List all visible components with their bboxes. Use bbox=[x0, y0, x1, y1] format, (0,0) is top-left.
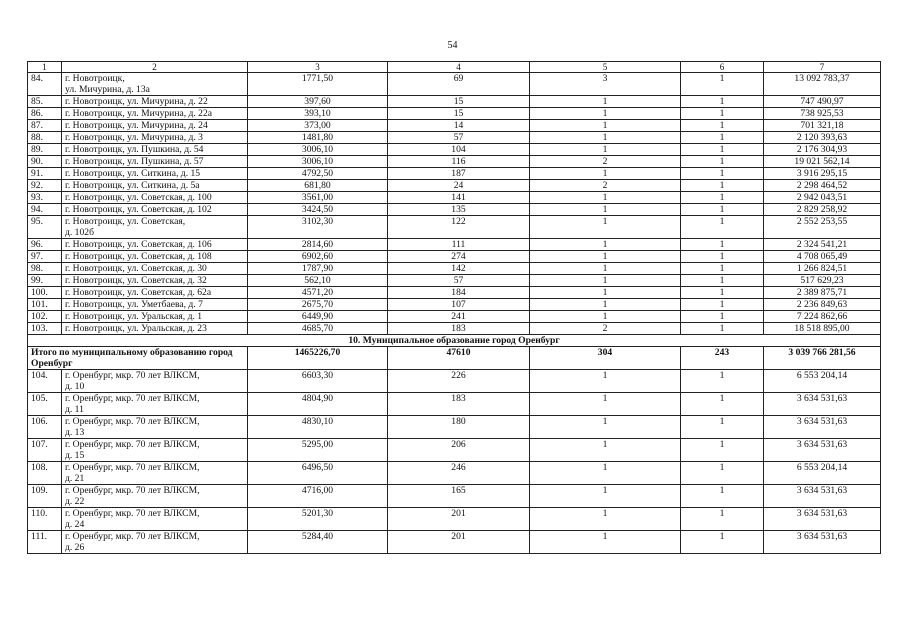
address-line: г. Новотроицк, ул. Советская, bbox=[65, 216, 186, 227]
address-cell bbox=[62, 311, 248, 323]
count-cell: 1 bbox=[681, 73, 764, 96]
total-count: 243 bbox=[681, 347, 764, 370]
count-cell: 1 bbox=[681, 485, 764, 508]
residents-cell: 57 bbox=[388, 275, 530, 287]
row-number: 89. bbox=[28, 144, 62, 156]
count-cell: 1 bbox=[530, 108, 681, 120]
address-line: г. Новотроицк, ул. Советская, д. 30 bbox=[65, 263, 207, 274]
count-cell: 1 bbox=[681, 323, 764, 335]
table-row bbox=[28, 416, 881, 439]
address-line: г. Новотроицк, ул. Советская, д. 108 bbox=[65, 251, 212, 262]
column-header: 5 bbox=[530, 62, 681, 73]
area-cell: 4792,50 bbox=[248, 168, 388, 180]
cost-cell: 3 634 531,63 bbox=[764, 439, 881, 462]
cost-cell: 1 266 824,51 bbox=[764, 263, 881, 275]
count-cell: 1 bbox=[681, 311, 764, 323]
count-cell: 1 bbox=[530, 239, 681, 251]
row-number: 111. bbox=[28, 531, 62, 554]
count-cell: 1 bbox=[530, 299, 681, 311]
address-line: г. Оренбург, мкр. 70 лет ВЛКСМ, bbox=[65, 462, 200, 473]
count-cell: 1 bbox=[681, 204, 764, 216]
table-row bbox=[28, 311, 881, 323]
area-cell: 3006,10 bbox=[248, 156, 388, 168]
area-cell: 562,10 bbox=[248, 275, 388, 287]
count-cell: 1 bbox=[681, 462, 764, 485]
count-cell: 1 bbox=[530, 531, 681, 554]
residents-cell: 226 bbox=[388, 370, 530, 393]
address-cell bbox=[62, 287, 248, 299]
residents-cell: 104 bbox=[388, 144, 530, 156]
address-cell bbox=[62, 263, 248, 275]
address-cell bbox=[62, 299, 248, 311]
area-cell: 5201,30 bbox=[248, 508, 388, 531]
count-cell: 1 bbox=[681, 287, 764, 299]
count-cell: 1 bbox=[530, 251, 681, 263]
cost-cell: 3 634 531,63 bbox=[764, 416, 881, 439]
address-cell bbox=[62, 462, 248, 485]
count-cell: 1 bbox=[681, 132, 764, 144]
residents-cell: 183 bbox=[388, 393, 530, 416]
row-number: 85. bbox=[28, 96, 62, 108]
count-cell: 1 bbox=[681, 263, 764, 275]
area-cell: 2675,70 bbox=[248, 299, 388, 311]
address-line-2: д. 13 bbox=[65, 427, 85, 438]
address-line: г. Новотроицк, ул. Мичурина, д. 24 bbox=[65, 120, 208, 131]
address-line: г. Оренбург, мкр. 70 лет ВЛКСМ, bbox=[65, 508, 200, 519]
row-number: 97. bbox=[28, 251, 62, 263]
residents-cell: 142 bbox=[388, 263, 530, 275]
residents-cell: 274 bbox=[388, 251, 530, 263]
table-row bbox=[28, 192, 881, 204]
address-line: г. Новотроицк, ул. Ситкина, д. 5а bbox=[65, 180, 200, 191]
residents-cell: 69 bbox=[388, 73, 530, 96]
count-cell: 1 bbox=[681, 216, 764, 239]
count-cell: 1 bbox=[530, 370, 681, 393]
cost-cell: 2 324 541,21 bbox=[764, 239, 881, 251]
residents-cell: 15 bbox=[388, 108, 530, 120]
count-cell: 1 bbox=[681, 299, 764, 311]
address-line-2: д. 15 bbox=[65, 450, 85, 461]
housing-table bbox=[27, 61, 881, 554]
residents-cell: 183 bbox=[388, 323, 530, 335]
address-cell bbox=[62, 275, 248, 287]
residents-cell: 180 bbox=[388, 416, 530, 439]
table-row bbox=[28, 299, 881, 311]
count-cell: 1 bbox=[530, 96, 681, 108]
residents-cell: 141 bbox=[388, 192, 530, 204]
residents-cell: 241 bbox=[388, 311, 530, 323]
address-cell bbox=[62, 73, 248, 96]
cost-cell: 701 321,18 bbox=[764, 120, 881, 132]
address-cell bbox=[62, 239, 248, 251]
address-line: г. Новотроицк, ул. Советская, д. 102 bbox=[65, 204, 212, 215]
table-row bbox=[28, 180, 881, 192]
count-cell: 2 bbox=[530, 323, 681, 335]
row-number: 84. bbox=[28, 73, 62, 96]
row-number: 92. bbox=[28, 180, 62, 192]
count-cell: 2 bbox=[530, 156, 681, 168]
address-line: г. Новотроицк, ул. Уральская, д. 23 bbox=[65, 323, 207, 334]
cost-cell: 7 224 862,66 bbox=[764, 311, 881, 323]
row-number: 86. bbox=[28, 108, 62, 120]
area-cell: 5284,40 bbox=[248, 531, 388, 554]
count-cell: 1 bbox=[681, 108, 764, 120]
row-number: 100. bbox=[28, 287, 62, 299]
address-cell bbox=[62, 96, 248, 108]
cost-cell: 3 634 531,63 bbox=[764, 393, 881, 416]
cost-cell: 2 552 253,55 bbox=[764, 216, 881, 239]
address-line-2: д. 26 bbox=[65, 542, 85, 553]
table-row bbox=[28, 168, 881, 180]
residents-cell: 187 bbox=[388, 168, 530, 180]
row-number: 101. bbox=[28, 299, 62, 311]
section-title: 10. Муниципальное образование город Оренбург bbox=[28, 335, 881, 347]
cost-cell: 13 092 783,37 bbox=[764, 73, 881, 96]
count-cell: 2 bbox=[530, 180, 681, 192]
address-cell bbox=[62, 531, 248, 554]
row-number: 103. bbox=[28, 323, 62, 335]
cost-cell: 6 553 204,14 bbox=[764, 462, 881, 485]
table-row bbox=[28, 275, 881, 287]
address-cell bbox=[62, 156, 248, 168]
cost-cell: 3 634 531,63 bbox=[764, 485, 881, 508]
address-line: г. Новотроицк, ул. Уметбаева, д. 7 bbox=[65, 299, 203, 310]
table-row bbox=[28, 287, 881, 299]
address-line: г. Оренбург, мкр. 70 лет ВЛКСМ, bbox=[65, 439, 200, 450]
cost-cell: 2 236 849,63 bbox=[764, 299, 881, 311]
table-row bbox=[28, 370, 881, 393]
count-cell: 1 bbox=[530, 287, 681, 299]
address-cell bbox=[62, 416, 248, 439]
residents-cell: 165 bbox=[388, 485, 530, 508]
address-line: г. Оренбург, мкр. 70 лет ВЛКСМ, bbox=[65, 531, 200, 542]
cost-cell: 6 553 204,14 bbox=[764, 370, 881, 393]
address-cell bbox=[62, 108, 248, 120]
residents-cell: 24 bbox=[388, 180, 530, 192]
area-cell: 4685,70 bbox=[248, 323, 388, 335]
row-number: 87. bbox=[28, 120, 62, 132]
area-cell: 6496,50 bbox=[248, 462, 388, 485]
row-number: 98. bbox=[28, 263, 62, 275]
area-cell: 3102,30 bbox=[248, 216, 388, 239]
area-cell: 5295,00 bbox=[248, 439, 388, 462]
count-cell: 1 bbox=[681, 156, 764, 168]
count-cell: 1 bbox=[530, 192, 681, 204]
total-residents: 47610 bbox=[388, 347, 530, 370]
address-line-2: д. 102б bbox=[65, 227, 94, 238]
row-number: 90. bbox=[28, 156, 62, 168]
count-cell: 1 bbox=[681, 251, 764, 263]
address-line: г. Новотроицк, ул. Пушкина, д. 54 bbox=[65, 144, 204, 155]
address-cell bbox=[62, 393, 248, 416]
address-cell bbox=[62, 132, 248, 144]
count-cell: 1 bbox=[681, 508, 764, 531]
row-number: 93. bbox=[28, 192, 62, 204]
address-cell bbox=[62, 216, 248, 239]
table-row bbox=[28, 108, 881, 120]
address-cell bbox=[62, 204, 248, 216]
address-line: г. Новотроицк, ул. Советская, д. 62а bbox=[65, 287, 212, 298]
residents-cell: 14 bbox=[388, 120, 530, 132]
table-row bbox=[28, 144, 881, 156]
count-cell: 1 bbox=[681, 370, 764, 393]
column-header: 3 bbox=[248, 62, 388, 73]
cost-cell: 738 925,53 bbox=[764, 108, 881, 120]
table-row bbox=[28, 508, 881, 531]
address-line-2: ул. Мичурина, д. 13а bbox=[65, 84, 150, 95]
address-line: г. Оренбург, мкр. 70 лет ВЛКСМ, bbox=[65, 370, 200, 381]
row-number: 102. bbox=[28, 311, 62, 323]
residents-cell: 206 bbox=[388, 439, 530, 462]
row-number: 108. bbox=[28, 462, 62, 485]
table-row bbox=[28, 96, 881, 108]
count-cell: 1 bbox=[681, 144, 764, 156]
area-cell: 1787,90 bbox=[248, 263, 388, 275]
address-cell bbox=[62, 508, 248, 531]
row-number: 99. bbox=[28, 275, 62, 287]
count-cell: 1 bbox=[681, 180, 764, 192]
cost-cell: 2 298 464,52 bbox=[764, 180, 881, 192]
count-cell: 1 bbox=[681, 393, 764, 416]
address-line: г. Оренбург, мкр. 70 лет ВЛКСМ, bbox=[65, 416, 200, 427]
row-number: 106. bbox=[28, 416, 62, 439]
area-cell: 6603,30 bbox=[248, 370, 388, 393]
table-row bbox=[28, 204, 881, 216]
row-number: 95. bbox=[28, 216, 62, 239]
row-number: 105. bbox=[28, 393, 62, 416]
count-cell: 1 bbox=[530, 216, 681, 239]
table-row bbox=[28, 132, 881, 144]
area-cell: 4571,20 bbox=[248, 287, 388, 299]
column-header: 2 bbox=[62, 62, 248, 73]
count-cell: 1 bbox=[681, 416, 764, 439]
residents-cell: 201 bbox=[388, 531, 530, 554]
cost-cell: 3 916 295,15 bbox=[764, 168, 881, 180]
area-cell: 4804,90 bbox=[248, 393, 388, 416]
count-cell: 1 bbox=[530, 439, 681, 462]
residents-cell: 135 bbox=[388, 204, 530, 216]
address-line-2: д. 11 bbox=[65, 404, 84, 415]
address-line: г. Новотроицк, ул. Мичурина, д. 22а bbox=[65, 108, 213, 119]
column-header: 4 bbox=[388, 62, 530, 73]
area-cell: 2814,60 bbox=[248, 239, 388, 251]
page-number: 54 bbox=[447, 40, 458, 51]
column-header: 7 bbox=[764, 62, 881, 73]
total-label: Итого по муниципальному образованию город Оренбург bbox=[28, 347, 248, 370]
address-cell bbox=[62, 120, 248, 132]
address-line: г. Новотроицк, ул. Пушкина, д. 57 bbox=[65, 156, 204, 167]
table-row bbox=[28, 393, 881, 416]
count-cell: 1 bbox=[681, 239, 764, 251]
table-row bbox=[28, 216, 881, 239]
count-cell: 1 bbox=[530, 393, 681, 416]
cost-cell: 4 708 065,49 bbox=[764, 251, 881, 263]
count-cell: 1 bbox=[681, 168, 764, 180]
table-row bbox=[28, 239, 881, 251]
address-line-2: д. 21 bbox=[65, 473, 85, 484]
count-cell: 1 bbox=[530, 204, 681, 216]
table-row bbox=[28, 323, 881, 335]
count-cell: 1 bbox=[530, 311, 681, 323]
count-cell: 1 bbox=[681, 120, 764, 132]
address-line: г. Новотроицк, ул. Уральская, д. 1 bbox=[65, 311, 203, 322]
total-area: 1465226,70 bbox=[248, 347, 388, 370]
cost-cell: 517 629,23 bbox=[764, 275, 881, 287]
table-row bbox=[28, 120, 881, 132]
count-cell: 1 bbox=[530, 263, 681, 275]
table-row bbox=[28, 531, 881, 554]
address-cell bbox=[62, 192, 248, 204]
count-cell: 1 bbox=[681, 96, 764, 108]
address-line: г. Новотроицк, ул. Мичурина, д. 3 bbox=[65, 132, 203, 143]
row-number: 109. bbox=[28, 485, 62, 508]
row-number: 104. bbox=[28, 370, 62, 393]
total-row bbox=[28, 347, 881, 370]
residents-cell: 111 bbox=[388, 239, 530, 251]
column-header: 1 bbox=[28, 62, 62, 73]
count-cell: 1 bbox=[530, 120, 681, 132]
area-cell: 373,00 bbox=[248, 120, 388, 132]
cost-cell: 2 942 043,51 bbox=[764, 192, 881, 204]
area-cell: 1771,50 bbox=[248, 73, 388, 96]
count-cell: 1 bbox=[681, 531, 764, 554]
address-line: г. Новотроицк, ул. Советская, д. 100 bbox=[65, 192, 212, 203]
count-cell: 1 bbox=[530, 485, 681, 508]
area-cell: 681,80 bbox=[248, 180, 388, 192]
address-cell bbox=[62, 144, 248, 156]
address-cell bbox=[62, 439, 248, 462]
count-cell: 1 bbox=[530, 144, 681, 156]
count-cell: 1 bbox=[530, 275, 681, 287]
table-row bbox=[28, 462, 881, 485]
count-cell: 1 bbox=[530, 462, 681, 485]
column-header: 6 bbox=[681, 62, 764, 73]
column-number-row bbox=[28, 62, 881, 73]
address-line-2: д. 10 bbox=[65, 381, 85, 392]
residents-cell: 107 bbox=[388, 299, 530, 311]
address-line: г. Новотроицк, ул. Ситкина, д. 15 bbox=[65, 168, 201, 179]
address-line: г. Новотроицк, ул. Мичурина, д. 22 bbox=[65, 96, 208, 107]
area-cell: 393,10 bbox=[248, 108, 388, 120]
cost-cell: 2 389 875,71 bbox=[764, 287, 881, 299]
section-header-row bbox=[28, 335, 881, 347]
cost-cell: 3 634 531,63 bbox=[764, 531, 881, 554]
address-cell bbox=[62, 180, 248, 192]
address-line-2: д. 24 bbox=[65, 519, 85, 530]
cost-cell: 747 490,97 bbox=[764, 96, 881, 108]
total-cost: 3 039 766 281,56 bbox=[764, 347, 881, 370]
row-number: 107. bbox=[28, 439, 62, 462]
address-line: г. Оренбург, мкр. 70 лет ВЛКСМ, bbox=[65, 393, 200, 404]
address-line: г. Оренбург, мкр. 70 лет ВЛКСМ, bbox=[65, 485, 200, 496]
count-cell: 1 bbox=[530, 168, 681, 180]
area-cell: 1481,80 bbox=[248, 132, 388, 144]
row-number: 88. bbox=[28, 132, 62, 144]
residents-cell: 184 bbox=[388, 287, 530, 299]
cost-cell: 2 829 258,92 bbox=[764, 204, 881, 216]
residents-cell: 57 bbox=[388, 132, 530, 144]
address-line: г. Новотроицк, bbox=[65, 73, 125, 84]
cost-cell: 3 634 531,63 bbox=[764, 508, 881, 531]
total-count: 304 bbox=[530, 347, 681, 370]
table-row bbox=[28, 439, 881, 462]
row-number: 96. bbox=[28, 239, 62, 251]
count-cell: 1 bbox=[530, 508, 681, 531]
row-number: 94. bbox=[28, 204, 62, 216]
address-line-2: д. 22 bbox=[65, 496, 85, 507]
address-cell bbox=[62, 370, 248, 393]
table-row bbox=[28, 156, 881, 168]
area-cell: 3561,00 bbox=[248, 192, 388, 204]
count-cell: 1 bbox=[681, 275, 764, 287]
count-cell: 1 bbox=[530, 132, 681, 144]
count-cell: 3 bbox=[530, 73, 681, 96]
area-cell: 4830,10 bbox=[248, 416, 388, 439]
cost-cell: 19 021 562,14 bbox=[764, 156, 881, 168]
row-number: 110. bbox=[28, 508, 62, 531]
cost-cell: 2 120 393,63 bbox=[764, 132, 881, 144]
address-line: г. Новотроицк, ул. Советская, д. 32 bbox=[65, 275, 207, 286]
address-cell bbox=[62, 323, 248, 335]
cost-cell: 2 176 304,93 bbox=[764, 144, 881, 156]
cost-cell: 18 518 895,00 bbox=[764, 323, 881, 335]
table-row bbox=[28, 263, 881, 275]
area-cell: 3006,10 bbox=[248, 144, 388, 156]
residents-cell: 246 bbox=[388, 462, 530, 485]
residents-cell: 201 bbox=[388, 508, 530, 531]
area-cell: 397,60 bbox=[248, 96, 388, 108]
table-row bbox=[28, 73, 881, 96]
count-cell: 1 bbox=[681, 439, 764, 462]
table-row bbox=[28, 485, 881, 508]
count-cell: 1 bbox=[530, 416, 681, 439]
area-cell: 3424,50 bbox=[248, 204, 388, 216]
residents-cell: 116 bbox=[388, 156, 530, 168]
count-cell: 1 bbox=[681, 192, 764, 204]
address-cell bbox=[62, 485, 248, 508]
area-cell: 6449,90 bbox=[248, 311, 388, 323]
area-cell: 6902,60 bbox=[248, 251, 388, 263]
residents-cell: 122 bbox=[388, 216, 530, 239]
row-number: 91. bbox=[28, 168, 62, 180]
address-line: г. Новотроицк, ул. Советская, д. 106 bbox=[65, 239, 212, 250]
residents-cell: 15 bbox=[388, 96, 530, 108]
area-cell: 4716,00 bbox=[248, 485, 388, 508]
address-cell bbox=[62, 168, 248, 180]
table-row bbox=[28, 251, 881, 263]
address-cell bbox=[62, 251, 248, 263]
